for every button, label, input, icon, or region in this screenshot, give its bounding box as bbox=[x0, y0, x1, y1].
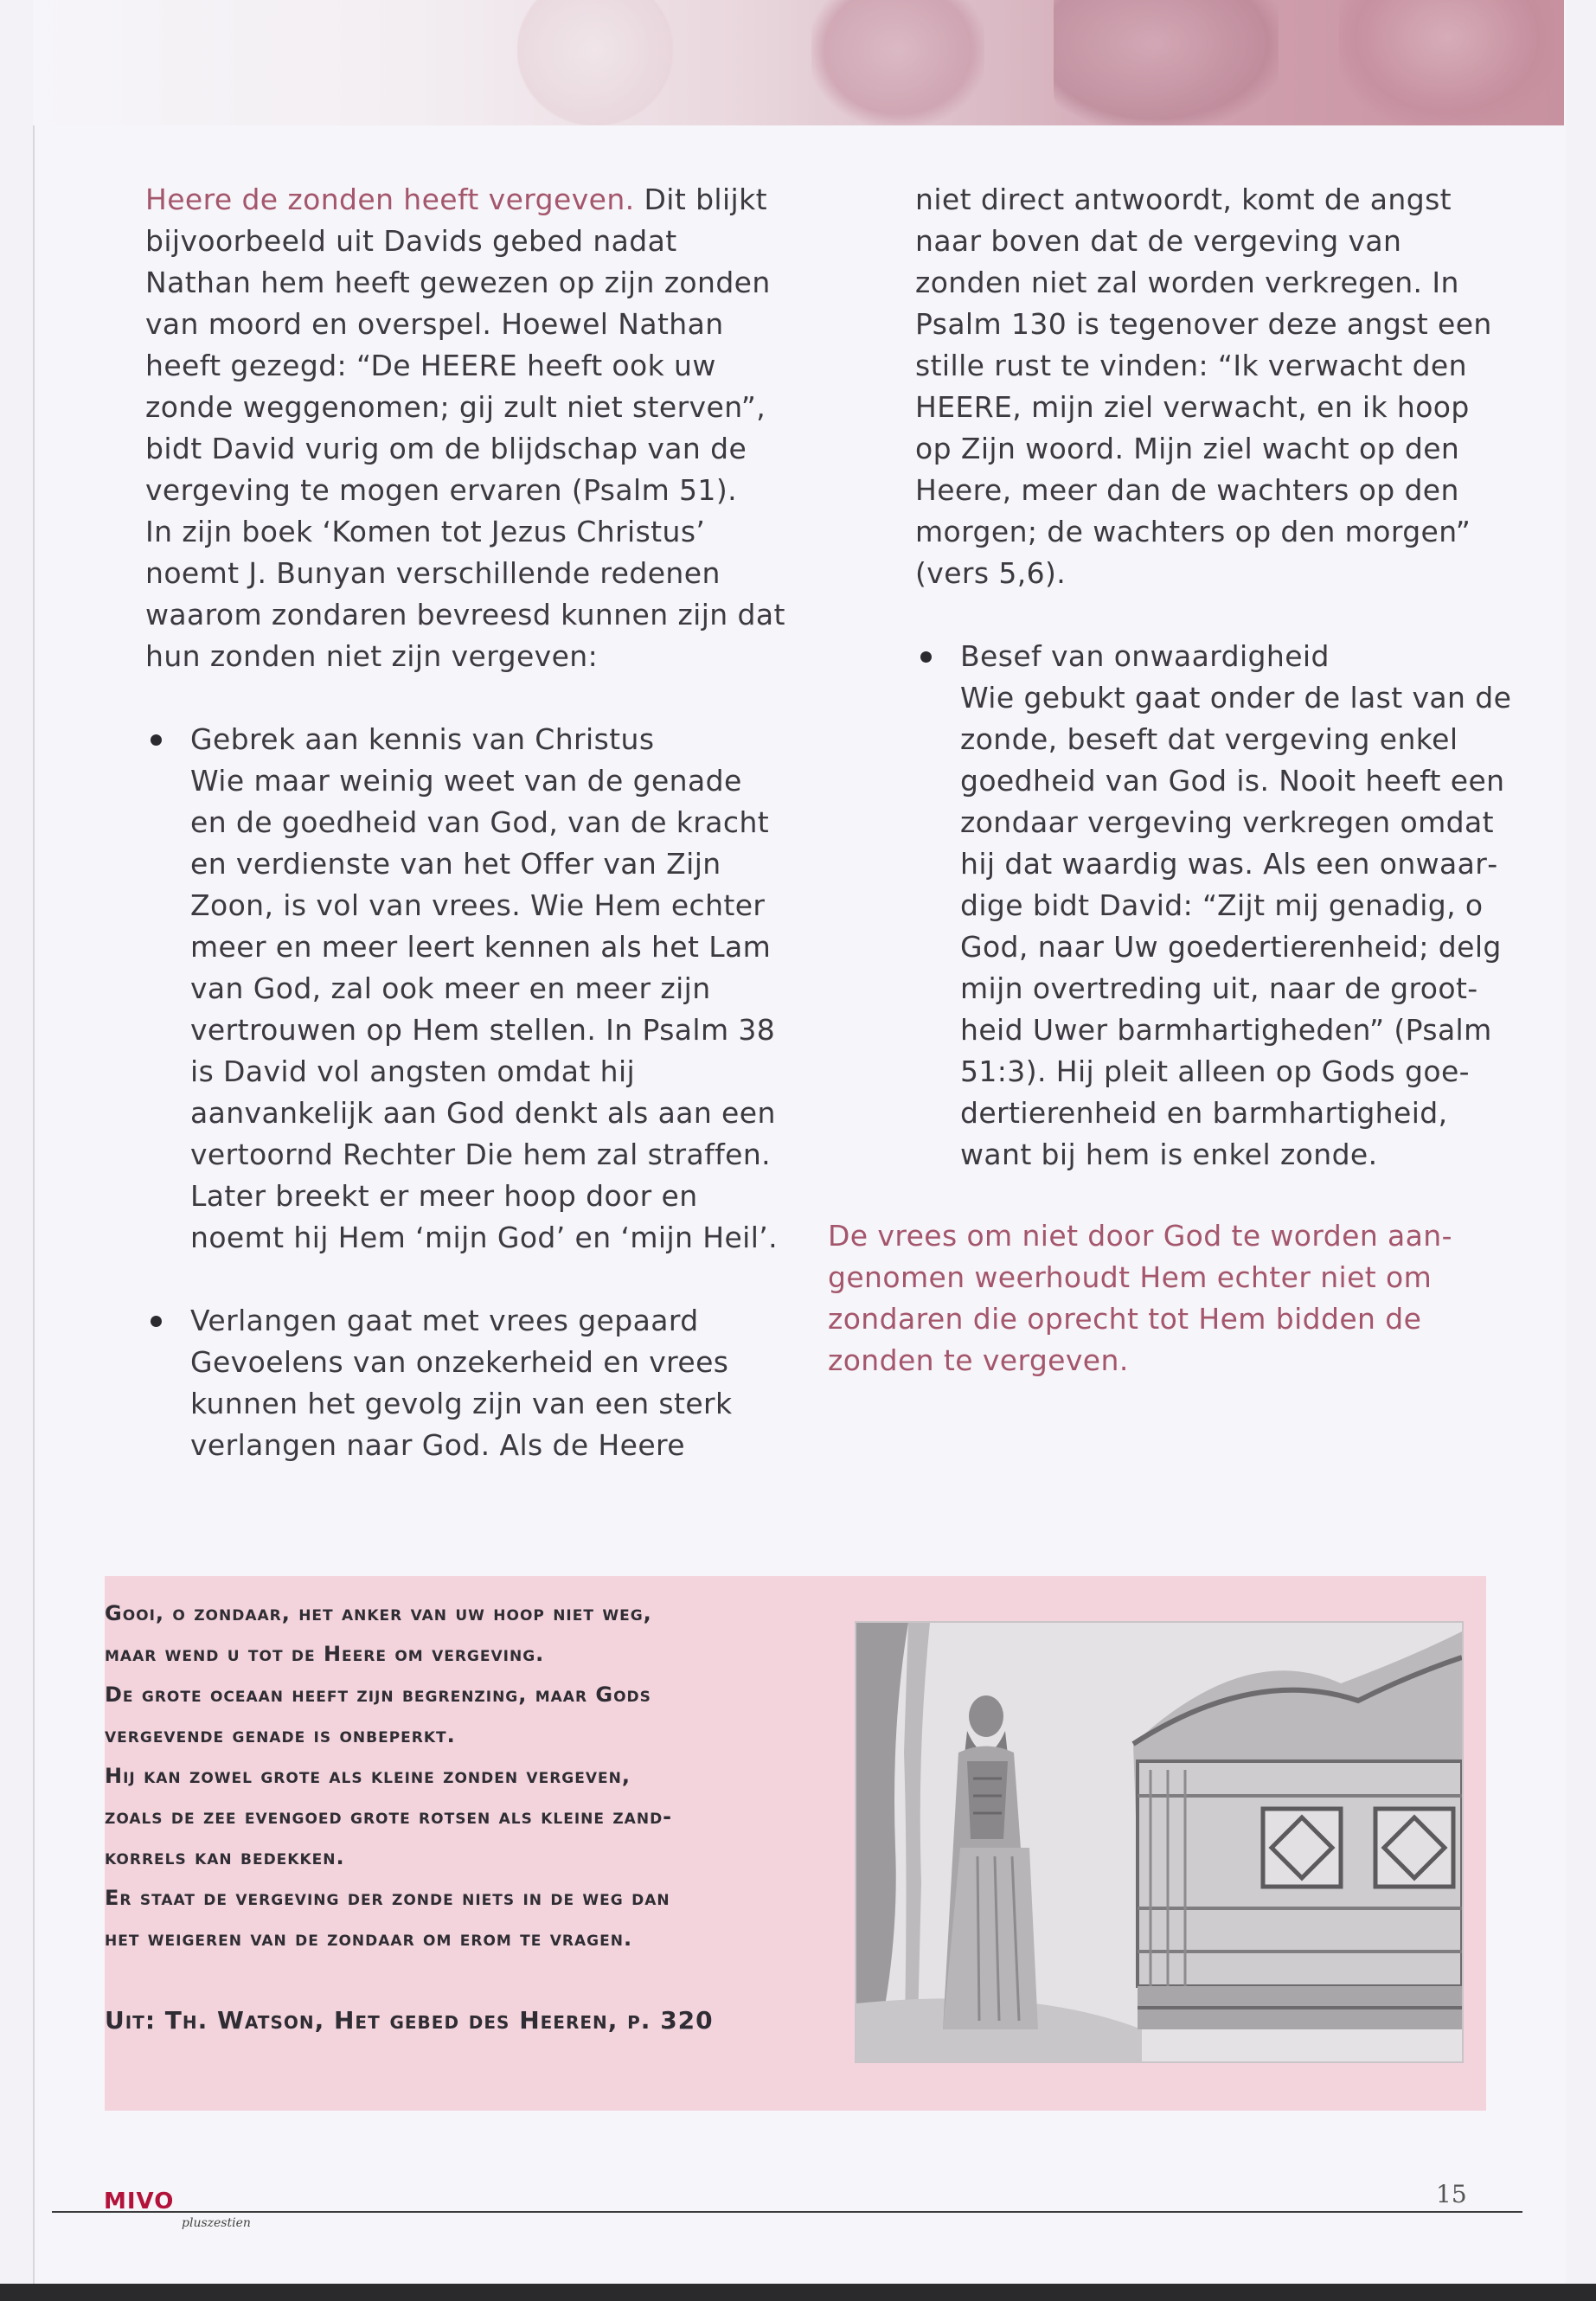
quote-line: De grote oceaan heeft zijn begrenzing, maar Gods bbox=[105, 1682, 651, 1707]
bullet-text: Gevoelens van onzekerheid en vrees kunnen het gevolg zijn van een sterk verlangen naar God. Als de Heere bbox=[190, 1345, 733, 1462]
header-photo bbox=[1339, 0, 1555, 125]
quote-line: vergevende genade is onbeperkt. bbox=[105, 1723, 456, 1747]
intro-text: Dit blijkt bijvoorbeeld uit Davids gebed nadat Nathan hem heeft gewezen op zijn zonden van moord en overspel. Hoewel Nathan heeft gezegd: “De HEERE heeft ook uw zonde weggenomen; gij zult niet sterven”, bidt David vurig om de blijdschap van de vergeving te mogen ervaren (Psalm 51). bbox=[145, 183, 771, 507]
bullet-text: Wie gebukt gaat onder de last van de zonde, beseft dat vergeving enkel goedheid van God is. Nooit heeft een zondaar vergeving verkregen omdat hij dat waardig was. Als een onwaardige bidt David: “Zijt mij genadig, o God, naar Uw goedertierenheid; delg mijn overtreding uit, naar de grootheid Uwer barmhartigheden” (Psalm 51:3). Hij pleit alleen op Gods goedertierenheid en barmhartigheid, want bij hem is enkel zonde. bbox=[960, 681, 1512, 1171]
quote-line: korrels kan bedekken. bbox=[105, 1845, 345, 1869]
quote-source: Uit: Th. Watson, Het gebed des Heeren, p. 320 bbox=[105, 2006, 714, 2035]
bullet-item bbox=[915, 636, 1512, 1176]
high-priest-ark-engraving bbox=[856, 1623, 1462, 2061]
bottom-strip bbox=[0, 2284, 1596, 2301]
mivo-logo: MIVO bbox=[104, 2189, 175, 2214]
header-photo bbox=[517, 0, 673, 125]
engraving-illustration bbox=[855, 1621, 1464, 2063]
footer-rule bbox=[52, 2211, 1522, 2213]
left-column bbox=[145, 179, 785, 1466]
page-number: 15 bbox=[1436, 2180, 1467, 2208]
bullet-icon bbox=[920, 651, 932, 663]
logo-subtitle: pluszestien bbox=[182, 2216, 251, 2230]
right-column bbox=[915, 179, 1512, 1176]
bullet-text: Wie maar weinig weet van de genade en de goedheid van God, van de kracht en verdienste van het Offer van Zijn Zoon, is vol van vrees. Wie Hem echter meer en meer leert kennen als het Lam van God, zal ook meer en meer zijn vertrouwen op Hem stellen. In Psalm 38 is David vol angsten omdat hij aanvankelijk aan God denkt als aan een vertoornd Rechter Die hem zal straffen. Later breekt er meer hoop door en noemt hij Hem ‘mijn God’ en ‘mijn Heil’. bbox=[190, 764, 779, 1254]
quote-line: Hij kan zowel grote als kleine zonden vergeven, bbox=[105, 1764, 631, 1788]
psalm-paragraph: niet direct antwoordt, komt de angst naar boven dat de vergeving van zonden niet zal worden verkregen. In Psalm 130 is tegenover deze angst een stille rust te vinden: “Ik verwacht den HEERE, mijn ziel verwacht, en ik hoop op Zijn woord. Mijn ziel wacht op den Heere, meer dan de wachters op den morgen; de wachters op den morgen” (vers 5,6). bbox=[915, 183, 1492, 590]
header-photo-band bbox=[33, 0, 1564, 125]
quote-text bbox=[105, 1593, 849, 2041]
bullet-icon bbox=[151, 734, 162, 746]
closing-text: De vrees om niet door God te worden aangenomen weerhoudt Hem echter niet om zondaren die oprecht tot Hem bidden de zonden te vergeven. bbox=[828, 1219, 1452, 1377]
closing-paragraph bbox=[828, 1215, 1494, 1381]
bullet-item bbox=[145, 1300, 785, 1466]
intro-paragraph bbox=[145, 179, 785, 511]
bullet-icon bbox=[151, 1316, 162, 1327]
bullet-heading: Besef van onwaardigheid bbox=[960, 639, 1330, 673]
quote-line: Gooi, o zondaar, het anker van uw hoop niet weg, bbox=[105, 1601, 652, 1625]
quote-line: maar wend u tot de Heere om vergeving. bbox=[105, 1642, 545, 1666]
quote-line: het weigeren van de zondaar om erom te vragen. bbox=[105, 1926, 633, 1951]
bullet-heading: Verlangen gaat met vrees gepaard bbox=[190, 1304, 699, 1337]
bullet-heading: Gebrek aan kennis van Christus bbox=[190, 722, 655, 756]
quote-line: Er staat de vergeving der zonde niets in de weg dan bbox=[105, 1886, 670, 1910]
bullet-item bbox=[145, 719, 785, 1259]
header-photo bbox=[811, 0, 984, 125]
bunyan-paragraph: In zijn boek ‘Komen tot Jezus Christus’ noemt J. Bunyan verschillende redenen waarom zondaren bevreesd kunnen zijn dat hun zonden niet zijn vergeven: bbox=[145, 515, 785, 673]
quote-line: zoals de zee evengoed grote rotsen als kleine zand- bbox=[105, 1804, 673, 1829]
header-photo bbox=[1054, 0, 1279, 125]
intro-accent: Heere de zonden heeft vergeven. bbox=[145, 183, 635, 216]
quote-box bbox=[105, 1576, 1486, 2111]
